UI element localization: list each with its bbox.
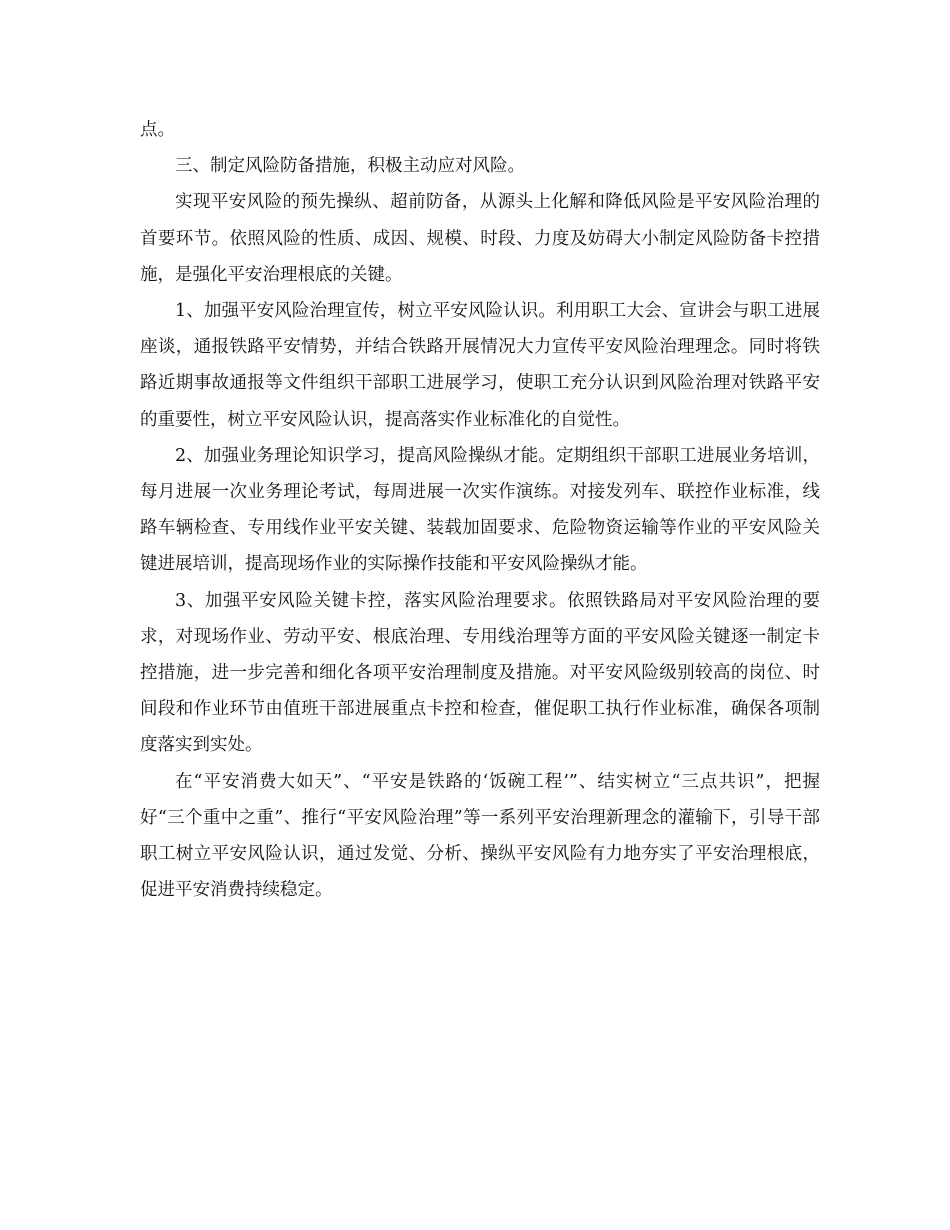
paragraph-item-3: 3、加强平安风险关键卡控，落实风险治理要求。依照铁路局对平安风险治理的要求，对现场作业、劳动平安、根底治理、专用线治理等方面的平安风险关键逐一制定卡控措施，进一步完善和细化各项平安治理制度及措施。对平安风险级别较高的岗位、时间段和作业环节由值班干部进展重点卡控和检查，催促职工执行作业标准，确保各项制度落实到实处。 <box>140 590 820 756</box>
paragraph-item-1: 1、加强平安风险治理宣传，树立平安风险认识。利用职工大会、宣讲会与职工进展座谈，通报铁路平安情势，并结合铁路开展情况大力宣传平安风险治理理念。同时将铁路近期事故通报等文件组织干部职工进展学习，使职工充分认识到风险治理对铁路平安的重要性，树立平安风险认识，提高落实作业标准化的自觉性。 <box>140 301 820 430</box>
paragraph-intro: 实现平安风险的预先操纵、超前防备，从源头上化解和降低风险是平安风险治理的首要环节。依照风险的性质、成因、规模、时段、力度及妨碍大小制定风险防备卡控措施，是强化平安治理根底的关键。 <box>140 192 820 285</box>
paragraph-continuation: 点。 <box>140 120 175 140</box>
paragraph-conclusion: 在“平安消费大如天”、“平安是铁路的‘饭碗工程’”、结实树立“三点共识”，把握好“三个重中之重”、推行“平安风险治理”等一系列平安治理新理念的灌输下，引导干部职工树立平安风险认识，通过发觉、分析、操纵平安风险有力地夯实了平安治理根底，促进平安消费持续稳定。 <box>140 771 820 901</box>
document-body <box>140 112 820 908</box>
section-heading: 三、制定风险防备措施，积极主动应对风险。 <box>175 156 525 177</box>
paragraph-item-2: 2、加强业务理论知识学习，提高风险操纵才能。定期组织干部职工进展业务培训，每月进展一次业务理论考试，每周进展一次实作演练。对接发列车、联控作业标准，线路车辆检查、专用线作业平安关键、装载加固要求、危险物资运输等作业的平安风险关键进展培训，提高现场作业的实际操作技能和平安风险操纵才能。 <box>140 445 820 575</box>
